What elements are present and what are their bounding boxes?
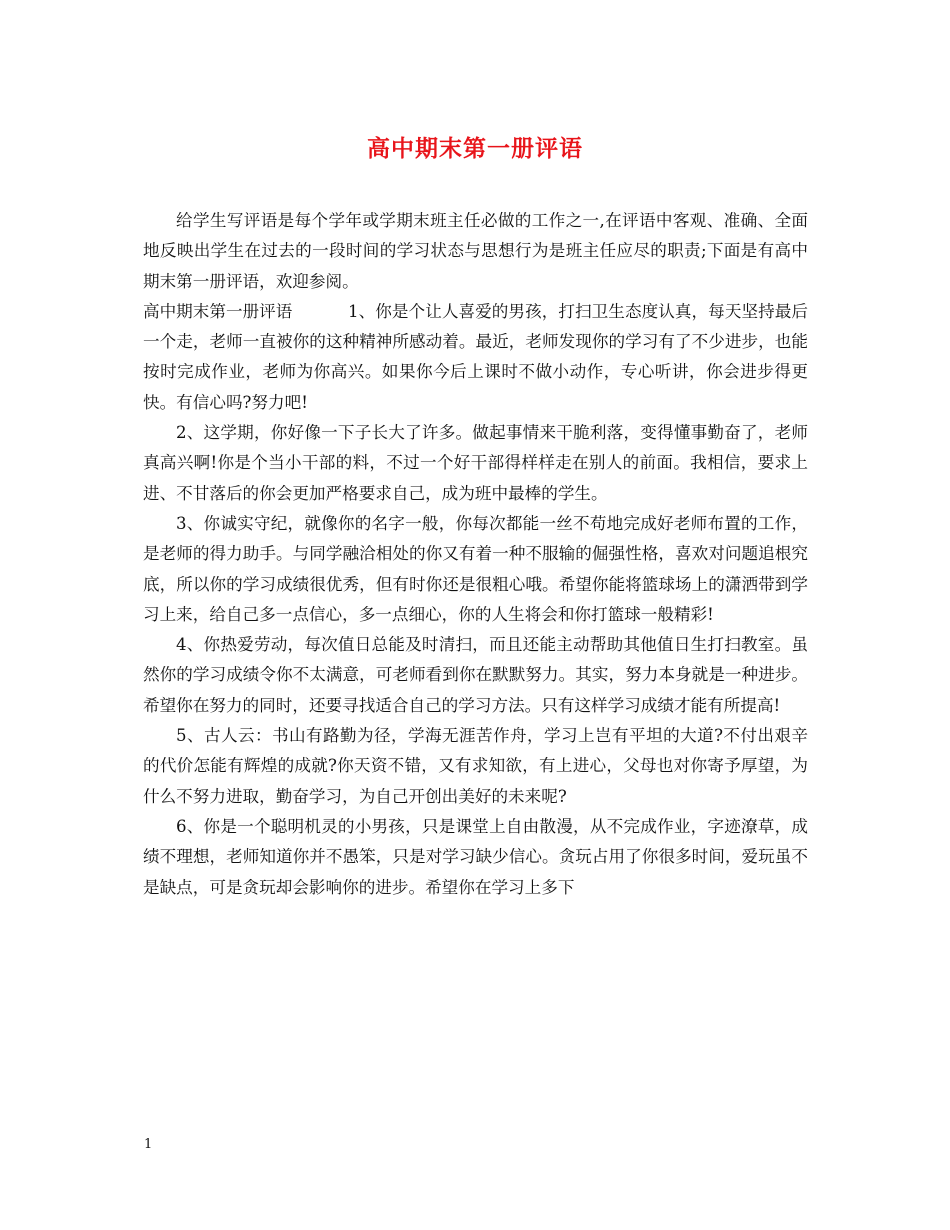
- comment-paragraph-4: 4、你热爱劳动，每次值日总能及时清扫，而且还能主动帮助其他值日生打扫教室。虽然你的学习成绩令你不太满意，可老师看到你在默默努力。其实，努力本身就是一种进步。希望你在努力的同时，还要寻找适合自己的学习方法。只有这样学习成绩才能有所提高!: [143, 635, 808, 715]
- comment-paragraph-5: 5、古人云：书山有路勤为径，学海无涯苦作舟，学习上岂有平坦的大道?不付出艰辛的代价怎能有辉煌的成就?你天资不错，又有求知欲，有上进心，父母也对你寄予厚望，为什么不努力进取，勤奋学习，为自己开创出美好的未来呢?: [143, 726, 808, 806]
- page-number: 1: [144, 1137, 153, 1152]
- comment-text-1: 1、你是个让人喜爱的男孩，打扫卫生态度认真，每天坚持最后一个走，老师一直被你的这种精神所感动着。最近，老师发现你的学习有了不少进步，也能按时完成作业，老师为你高兴。如果你今后上课时不做小动作，专心听讲，你会进步得更快。有信心吗?努力吧!: [143, 301, 808, 412]
- document-body: [143, 206, 808, 903]
- comment-paragraph-3: 3、你诚实守纪，就像你的名字一般，你每次都能一丝不苟地完成好老师布置的工作，是老师的得力助手。与同学融洽相处的你又有着一种不服输的倔强性格，喜欢对问题追根究底，所以你的学习成绩很优秀，但有时你还是很粗心哦。希望你能将篮球场上的潇洒带到学习上来，给自己多一点信心，多一点细心，你的人生将会和你打篮球一般精彩!: [143, 513, 808, 624]
- document-title: 高中期末第一册评语: [367, 135, 583, 162]
- comment-paragraph-6: 6、你是一个聪明机灵的小男孩，只是课堂上自由散漫，从不完成作业，字迹潦草，成绩不理想，老师知道你并不愚笨，只是对学习缺少信心。贪玩占用了你很多时间，爱玩虽不是缺点，可是贪玩却会影响你的进步。希望你在学习上多下: [143, 816, 808, 897]
- section-label: 高中期末第一册评语: [143, 301, 293, 321]
- intro-paragraph: 给学生写评语是每个学年或学期末班主任必做的工作之一,在评语中客观、准确、全面地反映出学生在过去的一段时间的学习状态与思想行为是班主任应尽的职责;下面是有高中期末第一册评语，欢迎参阅。: [143, 211, 808, 291]
- comment-paragraph-2: 2、这学期，你好像一下子长大了许多。做起事情来干脆利落，变得懂事勤奋了，老师真高兴啊!你是个当小干部的料，不过一个好干部得样样走在别人的前面。我相信，要求上进、不甘落后的你会更加严格要求自己，成为班中最棒的学生。: [143, 423, 808, 503]
- comment-paragraph-1: [143, 297, 808, 418]
